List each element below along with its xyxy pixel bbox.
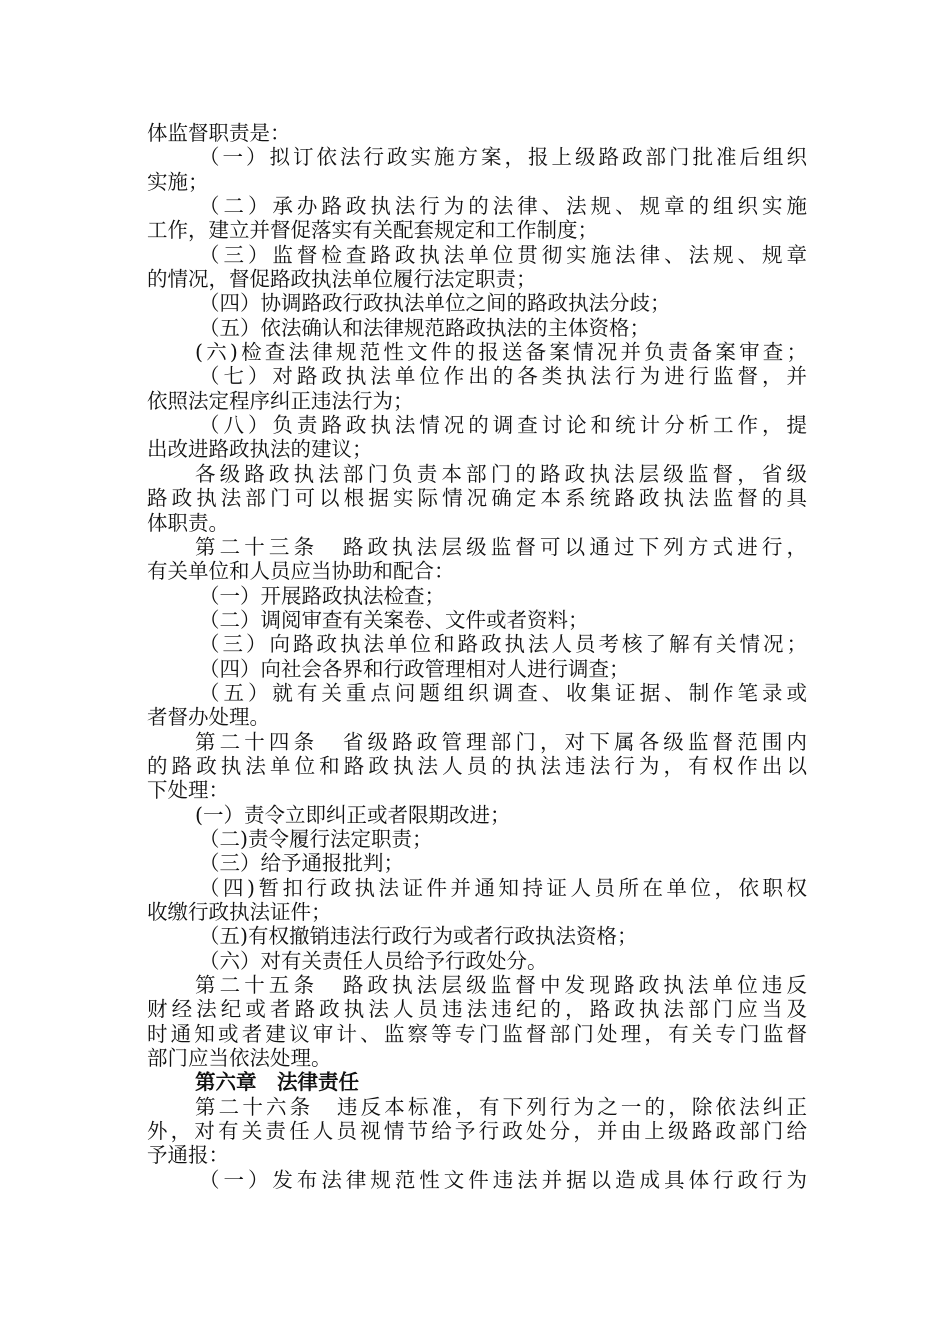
list-item-line: （五）就有关重点问题组织调查、收集证据、制作笔录或 <box>199 680 807 705</box>
text-line: 者督办处理。 <box>147 705 270 730</box>
list-item-line: （四)暂扣行政执法证件并通知持证人员所在单位，依职权 <box>199 875 807 900</box>
list-item-line: （一）发布法律规范性文件违法并据以造成具体行政行为 <box>199 1167 807 1192</box>
list-item-line: （三）给予通报批判； <box>199 851 404 876</box>
list-item-line: （二)责令履行法定职责； <box>199 826 433 851</box>
list-item-line: (一）责令立即纠正或者限期改进； <box>195 802 511 827</box>
text-line: 予通报： <box>147 1143 229 1168</box>
text-line: 体监督职责是： <box>147 121 291 145</box>
list-item-line: （二）调阅审查有关案卷、文件或者资料； <box>199 607 589 632</box>
text-line: 实施； <box>147 169 209 194</box>
list-item-8-line: （八）负责路政执法情况的调查讨论和统计分析工作，提 <box>199 413 807 438</box>
list-item-line: （四）向社会各界和行政管理相对人进行调查； <box>199 656 630 681</box>
document-body <box>147 121 807 1192</box>
text-line: 有关单位和人员应当协助和配合： <box>147 559 455 584</box>
list-item-line: （三）向路政执法单位和路政执法人员考核了解有关情况； <box>199 632 807 657</box>
list-item-line: （一）开展路政执法检查； <box>199 583 445 608</box>
article-25-line: 第二十五条 路政执法层级监督中发现路政执法单位违反 <box>195 973 807 998</box>
list-item-line: （六）对有关责任人员给予行政处分。 <box>199 948 548 973</box>
text-line: 体职责。 <box>147 510 229 535</box>
paragraph-line: 各级路政执法部门负责本部门的路政执法层级监督，省级 <box>195 461 807 486</box>
text-line: 路政执法部门可以根据实际情况确定本系统路政执法监督的具 <box>147 486 807 511</box>
text-line: 外，对有关责任人员视情节给予行政处分，并由上级路政部门给 <box>147 1119 807 1144</box>
text-line: 依照法定程序纠正违法行为； <box>147 388 414 413</box>
text-line: 财经法纪或者路政执法人员违法违纪的，路政执法部门应当及 <box>147 997 807 1022</box>
text-line: 时通知或者建议审计、监察等专门监督部门处理，有关专门监督 <box>147 1021 807 1046</box>
list-item-6-line: (六)检查法律规范性文件的报送备案情况并负责备案审查； <box>195 340 807 365</box>
article-26-line: 第二十六条 违反本标准，有下列行为之一的，除依法纠正 <box>195 1094 807 1119</box>
list-item-3-line: （三）监督检查路政执法单位贯彻实施法律、法规、规章 <box>199 242 807 267</box>
list-item-7-line: （七）对路政执法单位作出的各类执法行为进行监督，并 <box>199 364 807 389</box>
text-line: 的路政执法单位和路政执法人员的执法违法行为，有权作出以 <box>147 753 807 778</box>
list-item-1-line: （一）拟订依法行政实施方案，报上级路政部门批准后组织 <box>199 145 807 170</box>
text-line: 的情况，督促路政执法单位履行法定职责； <box>147 267 537 292</box>
list-item-line: （五)有权撤销违法行政行为或者行政执法资格； <box>199 924 638 949</box>
text-line: 收缴行政执法证件； <box>147 900 332 924</box>
chapter-heading: 第六章 法律责任 <box>195 1070 359 1095</box>
article-24-line: 第二十四条 省级路政管理部门，对下属各级监督范围内 <box>195 729 807 754</box>
list-item-2-line: （二）承办路政执法行为的法律、法规、规章的组织实施 <box>199 194 807 219</box>
text-line: 部门应当依法处理。 <box>147 1046 332 1071</box>
text-line: 工作，建立并督促落实有关配套规定和工作制度； <box>147 218 598 243</box>
text-line: 下处理： <box>147 778 229 803</box>
list-item-4-line: （四）协调路政行政执法单位之间的路政执法分歧； <box>199 291 671 316</box>
text-line: 出改进路政执法的建议； <box>147 437 373 462</box>
article-23-line: 第二十三条 路政执法层级监督可以通过下列方式进行， <box>195 534 807 559</box>
list-item-5-line: （五）依法确认和法律规范路政执法的主体资格； <box>199 315 650 340</box>
